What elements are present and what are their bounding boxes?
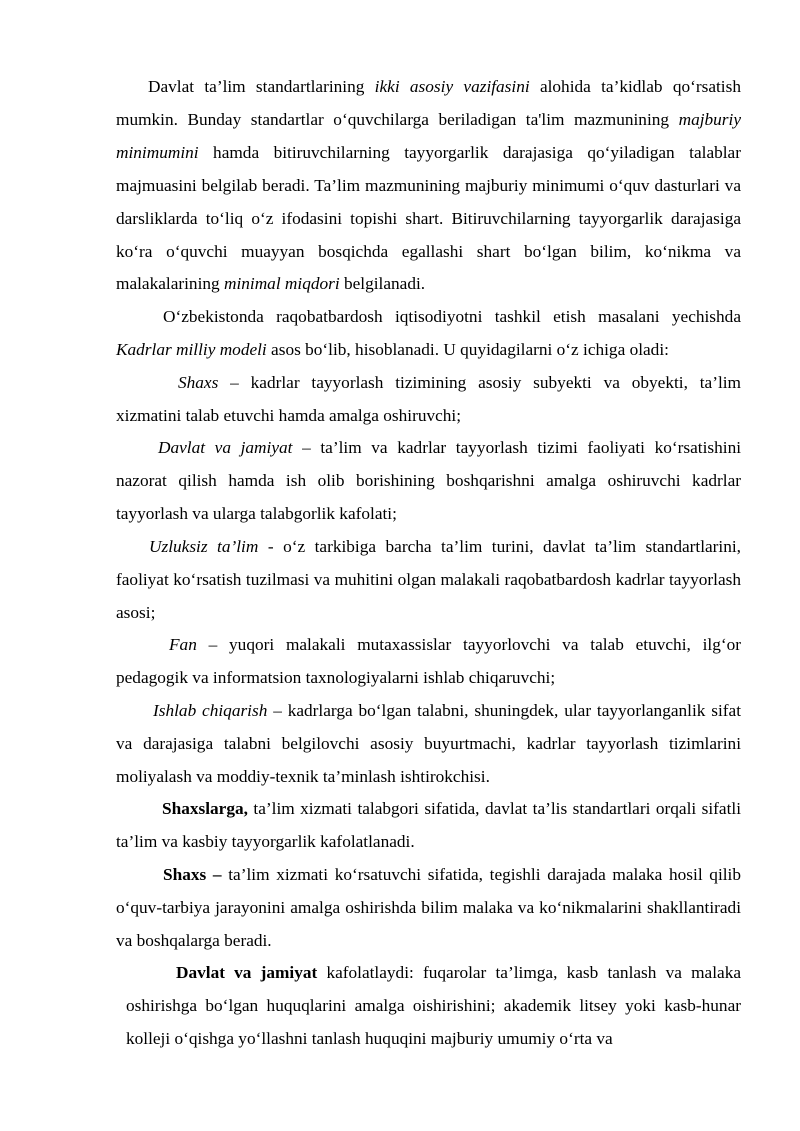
- text-run: belgilanadi.: [339, 274, 426, 294]
- italic-term: majburiy minimumini: [116, 109, 741, 162]
- text-run: – yuqori malakali mutaxassislar tayyorlovchi va talab etuvchi, ilg‘or pedagogik va informatsion taxnologiyalarni ishlab chiqaruvchi;: [116, 635, 741, 687]
- paragraph-shaxs-bold: [116, 859, 741, 958]
- text-run: hamda bitiruvchilarning tayyorgarlik darajasiga qo‘yiladigan talablar majmuasini belgilab beradi. Ta’lim mazmunining majburiy minimumi o‘quv dasturlari va darsliklarda to‘liq o‘z ifodasini topishi shart. Bitiruvchilarning tayyorgarlik darajasiga ko‘ra o‘quvchi muayyan bosqichda egallashi shart bo‘lgan bilim, ko‘nikma va malakalarining: [116, 142, 741, 294]
- list-item-shaxs: [116, 367, 741, 433]
- italic-term: Uzluksiz ta’lim: [149, 537, 259, 556]
- list-item-fan: [116, 629, 741, 695]
- text-run: Davlat ta’lim standartlarining: [148, 77, 375, 96]
- list-item-davlat-jamiyat: [116, 432, 741, 531]
- paragraph-davlat-kafolat: [126, 957, 741, 1056]
- paragraph-shaxslarga: [116, 793, 741, 859]
- italic-term: Davlat va jamiyat: [158, 438, 293, 457]
- text-run: - o‘z tarkibiga barcha ta’lim turini, davlat ta’lim standartlarini, faoliyat ko‘rsatish tuzilmasi va muhitini olgan malakali raqobatbardosh kadrlar tayyorlash asosi;: [116, 537, 741, 622]
- bold-term: Shaxslarga,: [162, 799, 248, 818]
- text-run: O‘zbekistonda raqobatbardosh iqtisodiyotni tashkil etish masalani yechishda: [163, 307, 741, 326]
- paragraph-national-model: [116, 301, 741, 367]
- bold-term: Davlat va jamiyat: [176, 963, 318, 982]
- text-run: – ta’lim va kadrlar tayyorlash tizimi faoliyati ko‘rsatishini nazorat qilish hamda ish olib borishining boshqarishni amalga oshiruvchi kadrlar tayyorlash va ularga talabgorlik kafolati;: [116, 438, 742, 523]
- italic-term: Kadrlar milliy modeli: [116, 339, 267, 359]
- italic-term: minimal miqdori: [223, 274, 340, 294]
- list-item-uzluksiz-talim: [116, 531, 741, 630]
- italic-term: Fan: [169, 635, 197, 654]
- italic-term: Ishlab chiqarish: [153, 701, 268, 720]
- bold-term: Shaxs –: [163, 865, 222, 884]
- text-run: ta’lim xizmati talabgori sifatida, davlat ta’lis standartlari orqali sifatli ta’lim va kasbiy tayyorgarlik kafolatlanadi.: [116, 799, 741, 851]
- italic-term: ikki asosiy vazifasini: [374, 77, 530, 96]
- text-run: kafolatlaydi: fuqarolar ta’limga, kasb tanlash va malaka oshirishga bo‘lgan huquqlarini amalga oishirishini; akademik litsey yoki kasb-hunar kolleji o‘qishga yo‘llashni tanlash huquqini majburiy umumiy o‘rta va: [126, 963, 742, 1048]
- text-run: asos bo‘lib, hisoblanadi. U quyidagilarni o‘z ichiga oladi:: [266, 339, 669, 359]
- text-run: alohida ta’kidlab qo‘rsatish mumkin. Bunday standartlar o‘quvchilarga beriladigan ta'lim mazmunining: [116, 77, 741, 129]
- italic-term: Shaxs: [178, 373, 219, 392]
- text-run: – kadrlar tayyorlash tizimining asosiy subyekti va obyekti, ta’lim xizmatini talab etuvchi hamda amalga oshiruvchi;: [116, 373, 741, 425]
- text-run: ta’lim xizmati ko‘rsatuvchi sifatida, tegishli darajada malaka hosil qilib o‘quv-tarbiya jarayonini amalga oshirishda bilim malaka va ko‘nikmalarini shakllantiradi va boshqalarga beradi.: [116, 865, 741, 950]
- list-item-ishlab-chiqarish: [116, 695, 741, 794]
- text-run: – kadrlarga bo‘lgan talabni, shuningdek, ular tayyorlanganlik sifat va darajasiga talabni belgilovchi asosiy buyurtmachi, kadrlar tayyorlash tizimlarini moliyalash va moddiy-texnik ta’minlash ishtirokchisi.: [116, 701, 741, 786]
- paragraph-standards-tasks: [116, 71, 741, 301]
